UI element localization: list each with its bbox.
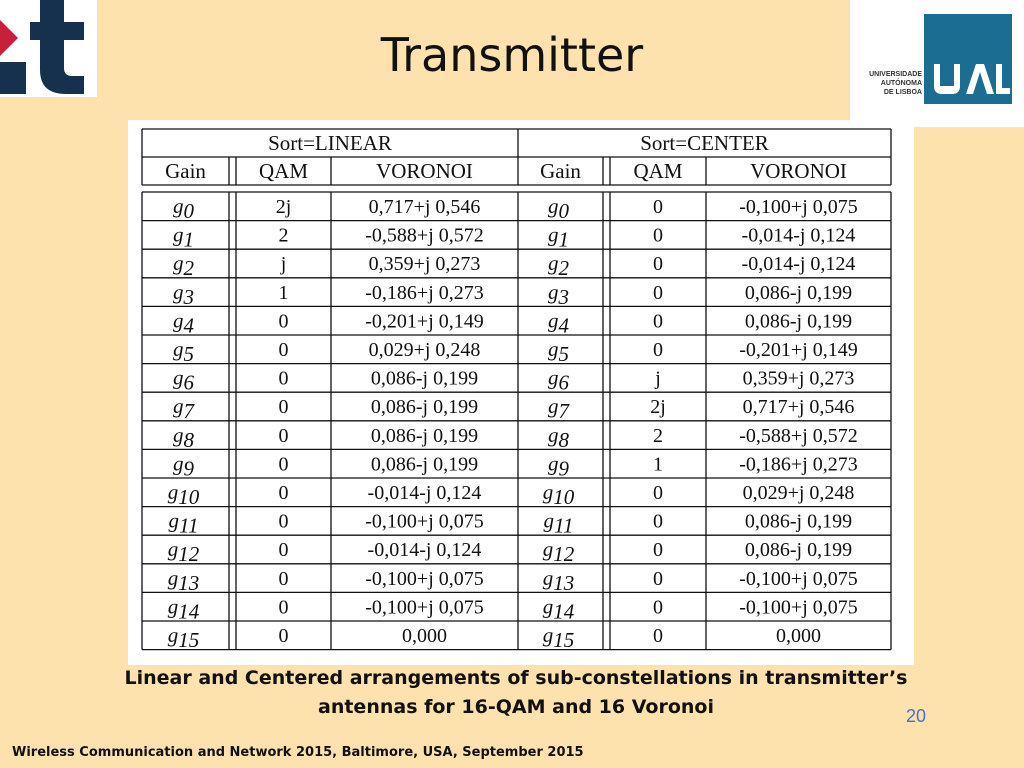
qam-cell-center: 0	[653, 625, 663, 647]
qam-cell-linear: 0	[278, 625, 289, 647]
gain-cell-linear: g1	[173, 222, 194, 252]
gain-table	[128, 120, 914, 665]
gain-cell-center: g13	[542, 565, 575, 595]
gain-cell-linear: g0	[173, 194, 194, 223]
qam-cell-center: 2	[653, 424, 663, 447]
qam-cell-linear: 0	[278, 510, 289, 533]
gain-cell-linear: g14	[167, 594, 200, 624]
gain-cell-center: g2	[548, 251, 569, 281]
qam-cell-center: 0	[653, 339, 663, 361]
voronoi-cell-center: -0,014-j 0,124	[741, 253, 856, 276]
gain-cell-linear: g3	[173, 279, 194, 309]
gain-cell-center: g15	[542, 623, 575, 652]
qam-cell-linear: 0	[278, 453, 289, 476]
voronoi-cell-linear: 0,359+j 0,273	[368, 253, 481, 276]
qam-cell-center: 0	[653, 539, 663, 562]
group-header-center: Sort=CENTER	[640, 131, 769, 155]
col-header-qam-linear: QAM	[258, 159, 309, 183]
gain-cell-linear: g9	[173, 451, 194, 481]
gain-cell-center: g14	[542, 594, 575, 624]
voronoi-cell-center: 0,029+j 0,248	[742, 482, 855, 504]
gain-cell-center: g7	[548, 394, 569, 424]
qam-cell-center: 0	[653, 253, 663, 276]
caption-line: antennas for 16-QAM and 16 Voronoi	[318, 696, 714, 718]
voronoi-cell-linear: -0,100+j 0,075	[365, 510, 484, 533]
slide-caption	[108, 664, 924, 722]
gain-cell-linear: g2	[173, 251, 194, 281]
qam-cell-linear: 2j	[275, 196, 292, 218]
qam-cell-center: 0	[653, 224, 663, 247]
qam-cell-center: 0	[653, 510, 663, 533]
qam-cell-linear: 0	[278, 339, 289, 361]
col-header-gain-linear: Gain	[165, 159, 206, 183]
slide-title: Transmitter	[380, 28, 644, 82]
gain-cell-center: g8	[548, 422, 569, 452]
voronoi-cell-center: 0,086-j 0,199	[744, 510, 853, 533]
gain-cell-linear: g4	[173, 308, 194, 338]
qam-cell-center: 0	[653, 482, 663, 504]
qam-cell-linear: 0	[278, 396, 289, 419]
voronoi-cell-center: -0,100+j 0,075	[739, 567, 858, 590]
qam-cell-center: 0	[653, 596, 663, 619]
col-header-gain-center: Gain	[540, 159, 581, 183]
voronoi-cell-linear: 0,029+j 0,248	[368, 339, 481, 361]
gain-cell-linear: g7	[173, 394, 194, 424]
voronoi-cell-linear: -0,186+j 0,273	[365, 281, 484, 304]
voronoi-cell-center: 0,717+j 0,546	[742, 396, 855, 419]
voronoi-cell-linear: -0,014-j 0,124	[367, 539, 482, 562]
gain-cell-center: g1	[548, 222, 569, 252]
voronoi-cell-linear: 0,086-j 0,199	[370, 453, 479, 476]
gain-cell-center: g12	[542, 537, 575, 567]
voronoi-cell-center: 0,000	[776, 625, 821, 647]
voronoi-cell-center: -0,588+j 0,572	[739, 424, 858, 447]
qam-cell-linear: 0	[278, 539, 289, 562]
voronoi-cell-linear: 0,000	[402, 625, 447, 647]
gain-cell-linear: g6	[173, 365, 194, 395]
qam-cell-center: 0	[653, 196, 663, 218]
qam-cell-linear: 2	[278, 224, 289, 247]
gain-cell-center: g9	[548, 451, 569, 481]
voronoi-cell-linear: 0,086-j 0,199	[370, 424, 479, 447]
voronoi-cell-linear: -0,588+j 0,572	[365, 224, 484, 247]
voronoi-cell-linear: -0,014-j 0,124	[367, 482, 482, 504]
voronoi-cell-linear: 0,717+j 0,546	[368, 196, 481, 218]
qam-cell-linear: 0	[278, 367, 289, 390]
voronoi-cell-linear: -0,201+j 0,149	[365, 310, 484, 333]
voronoi-cell-linear: 0,086-j 0,199	[370, 396, 479, 419]
gain-cell-linear: g15	[167, 623, 200, 652]
slide-footer: Wireless Communication and Network 2015, Baltimore, USA, September 2015	[12, 745, 584, 760]
qam-cell-linear: 0	[278, 596, 289, 619]
qam-cell-linear: 0	[278, 310, 289, 333]
ual-text-line: AUTÓNOMA	[880, 80, 922, 87]
gain-cell-linear: g13	[167, 565, 200, 595]
voronoi-cell-center: 0,086-j 0,199	[744, 281, 853, 304]
gain-cell-linear: g11	[168, 508, 199, 538]
voronoi-cell-center: -0,186+j 0,273	[739, 453, 858, 476]
voronoi-cell-center: -0,014-j 0,124	[741, 224, 856, 247]
voronoi-cell-center: 0,086-j 0,199	[744, 539, 853, 562]
qam-cell-linear: 0	[278, 567, 289, 590]
qam-cell-center: 1	[653, 453, 663, 476]
voronoi-cell-center: -0,201+j 0,149	[739, 339, 858, 361]
col-header-voronoi-center: VORONOI	[750, 159, 847, 183]
gain-cell-center: g11	[543, 508, 574, 538]
gain-table-svg	[128, 120, 914, 665]
ual-text-line: UNIVERSIDADE	[869, 71, 922, 78]
qam-cell-center: 0	[653, 567, 663, 590]
voronoi-cell-linear: -0,100+j 0,075	[365, 567, 484, 590]
voronoi-cell-center: -0,100+j 0,075	[739, 196, 858, 218]
qam-cell-linear: 1	[278, 281, 289, 304]
ual-text-line: DE LISBOA	[883, 89, 922, 96]
gain-cell-linear: g5	[173, 337, 194, 366]
gain-cell-center: g0	[548, 194, 569, 223]
gain-cell-linear: g8	[173, 422, 194, 452]
col-header-voronoi-linear: VORONOI	[376, 159, 473, 183]
gain-cell-center: g3	[548, 279, 569, 309]
voronoi-cell-linear: -0,100+j 0,075	[365, 596, 484, 619]
slide-number: 20	[906, 706, 927, 726]
gain-cell-center: g4	[548, 308, 569, 338]
gain-cell-center: g10	[542, 480, 575, 509]
qam-cell-center: 2j	[650, 396, 666, 419]
qam-cell-center: 0	[653, 281, 663, 304]
qam-cell-linear: j	[280, 253, 287, 276]
group-header-linear: Sort=LINEAR	[268, 131, 392, 155]
gain-cell-linear: g10	[167, 480, 200, 509]
gain-cell-linear: g12	[167, 537, 200, 567]
qam-cell-linear: 0	[278, 424, 289, 447]
gain-cell-center: g6	[548, 365, 569, 395]
caption-line: Linear and Centered arrangements of sub-constellations in transmitter’s	[124, 667, 908, 689]
voronoi-cell-center: 0,086-j 0,199	[744, 310, 853, 333]
col-header-qam-center: QAM	[633, 159, 683, 183]
qam-cell-center: 0	[653, 310, 663, 333]
voronoi-cell-linear: 0,086-j 0,199	[370, 367, 479, 390]
gain-cell-center: g5	[548, 337, 569, 366]
voronoi-cell-center: 0,359+j 0,273	[742, 367, 855, 390]
qam-cell-center: j	[655, 367, 661, 390]
voronoi-cell-center: -0,100+j 0,075	[739, 596, 858, 619]
qam-cell-linear: 0	[278, 482, 289, 504]
